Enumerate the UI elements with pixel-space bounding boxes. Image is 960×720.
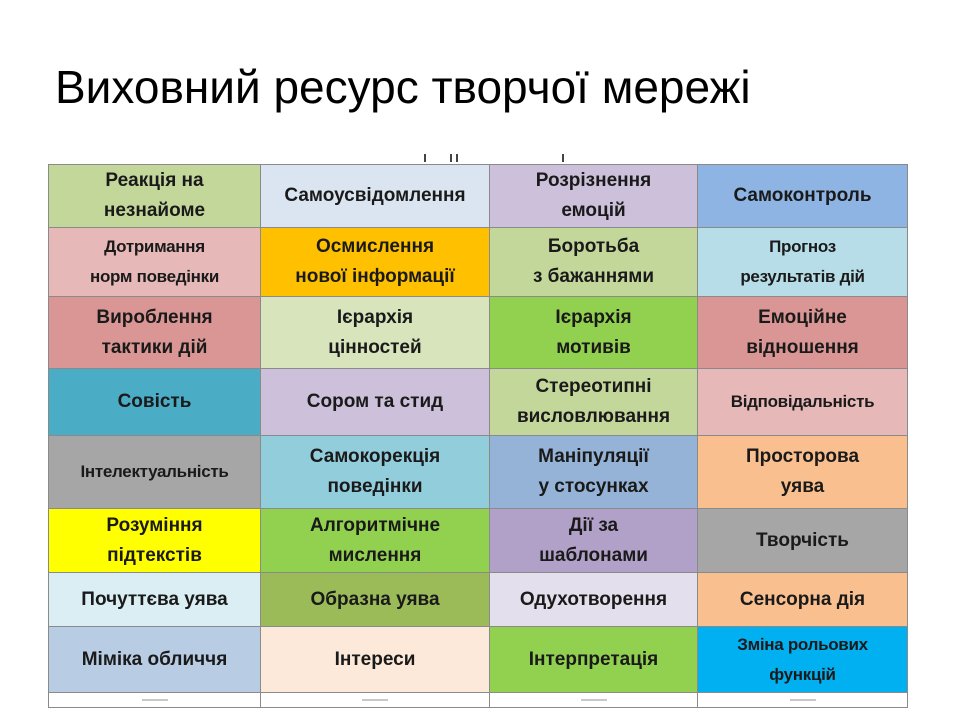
table-cell: [49, 297, 261, 369]
table-cell: [490, 436, 698, 509]
cell-text-line: емоцій: [561, 200, 626, 221]
cell-text-line: Образна уява: [310, 588, 440, 610]
table-row: [49, 573, 908, 627]
cell-text-line: Дії за: [568, 514, 619, 536]
cell-text-line: незнайоме: [103, 200, 206, 221]
table-row: [49, 228, 908, 297]
table-cell: [49, 627, 261, 693]
table-cell: [261, 573, 490, 627]
table-cell: [698, 228, 908, 297]
cell-text-line: Почуттєва уява: [81, 588, 228, 610]
cell-text-line: Реакція на: [105, 170, 204, 191]
table-cell: [698, 369, 908, 436]
cell-text-line: шаблонами: [539, 544, 648, 566]
table-row: [49, 509, 908, 573]
cell-text-line: уява: [780, 476, 825, 497]
cell-text-line: результатів дій: [740, 267, 865, 286]
cell-text-line: Емоційне: [758, 306, 847, 328]
cell-text-line: мотивів: [556, 336, 631, 358]
table-cell: [49, 573, 261, 627]
resource-table: [48, 164, 908, 708]
table-cell: [490, 165, 698, 228]
cell-text-line: Розуміння: [106, 514, 203, 536]
table-row: [49, 436, 908, 509]
table-cell: [698, 436, 908, 509]
table-cell: [698, 693, 908, 708]
cell-text-line: Ієрархія: [555, 306, 632, 328]
table-cell: [49, 693, 261, 708]
cell-text-line: Інтелектуальність: [80, 462, 229, 481]
cell-text-line: цінностей: [328, 336, 422, 358]
table-cell: [49, 165, 261, 228]
table-cell: [698, 297, 908, 369]
cell-text-line: Осмислення: [315, 236, 435, 257]
cell-text-line: Совість: [117, 391, 192, 412]
table-cropped-row: [49, 693, 908, 708]
table-cell: [49, 228, 261, 297]
cell-text-line: Зміна рольових: [737, 634, 868, 654]
table-cell: [698, 627, 908, 693]
table-cell: [490, 509, 698, 573]
cell-text-line: Стереотипні: [535, 376, 652, 397]
cropped-header-fragment: [420, 154, 570, 164]
table-cell: [698, 573, 908, 627]
table-cell: [698, 509, 908, 573]
cell-text-line: Просторова: [745, 446, 860, 467]
cell-text-line: Вироблення: [96, 306, 213, 328]
cell-text-line: Самоусвідомлення: [284, 185, 466, 206]
table-cell: [490, 228, 698, 297]
cell-text-line: Прогноз: [769, 237, 836, 256]
table-cell: [261, 165, 490, 228]
table-cell: [261, 297, 490, 369]
cell-text-line: Самоконтроль: [733, 185, 872, 206]
cell-text-line: Маніпуляції: [538, 446, 649, 467]
table-row: [49, 297, 908, 369]
table-cell: [261, 436, 490, 509]
table-row: [49, 693, 908, 708]
table-cell: [490, 369, 698, 436]
cell-text-line: Самокорекція: [309, 446, 441, 467]
cell-text-line: Творчість: [756, 529, 849, 551]
cell-text-line: у стосунках: [538, 476, 649, 497]
table-cell: [261, 369, 490, 436]
table-cell: [49, 369, 261, 436]
table-cell: [490, 297, 698, 369]
cell-text-line: поведінки: [327, 476, 423, 497]
table-cell: [490, 693, 698, 708]
cell-text-line: Сенсорна дія: [739, 588, 866, 610]
resource-table-container: [48, 164, 907, 707]
cell-text-line: нової інформації: [295, 266, 455, 287]
cell-text-line: Дотримання: [104, 237, 205, 256]
cell-text-line: висловлювання: [516, 406, 671, 427]
cell-text-line: функцій: [769, 664, 836, 684]
cell-text-line: Сором та стид: [306, 391, 444, 412]
table-cell: [261, 693, 490, 708]
slide-title: Виховний ресурс творчої мережі: [55, 61, 751, 113]
cell-text-line: Інтерпретація: [528, 648, 659, 670]
resource-table-body: [49, 165, 908, 693]
cell-text-line: Боротьба: [547, 236, 640, 257]
cell-text-line: Одухотворення: [519, 588, 668, 610]
table-row: [49, 369, 908, 436]
table-cell: [698, 165, 908, 228]
cell-text-line: Розрізнення: [535, 170, 652, 191]
cell-text-line: Міміка обличчя: [81, 648, 228, 670]
cell-text-line: мислення: [328, 544, 422, 566]
cell-text-line: норм поведінки: [90, 267, 219, 286]
table-row: [49, 627, 908, 693]
cell-text-line: підтекстів: [107, 544, 202, 566]
table-cell: [490, 627, 698, 693]
table-cell: [261, 509, 490, 573]
table-cell: [49, 509, 261, 573]
table-cell: [261, 627, 490, 693]
table-cell: [261, 228, 490, 297]
cell-text-line: Інтереси: [334, 648, 416, 670]
cell-text-line: відношення: [746, 336, 859, 358]
table-row: [49, 165, 908, 228]
cell-text-line: з бажаннями: [532, 266, 655, 287]
cell-text-line: тактики дій: [101, 336, 208, 358]
cell-text-line: Алгоритмічне: [309, 514, 441, 536]
cell-text-line: Ієрархія: [336, 306, 414, 328]
table-cell: [490, 573, 698, 627]
cell-text-line: Відповідальність: [730, 392, 875, 411]
table-cell: [49, 436, 261, 509]
